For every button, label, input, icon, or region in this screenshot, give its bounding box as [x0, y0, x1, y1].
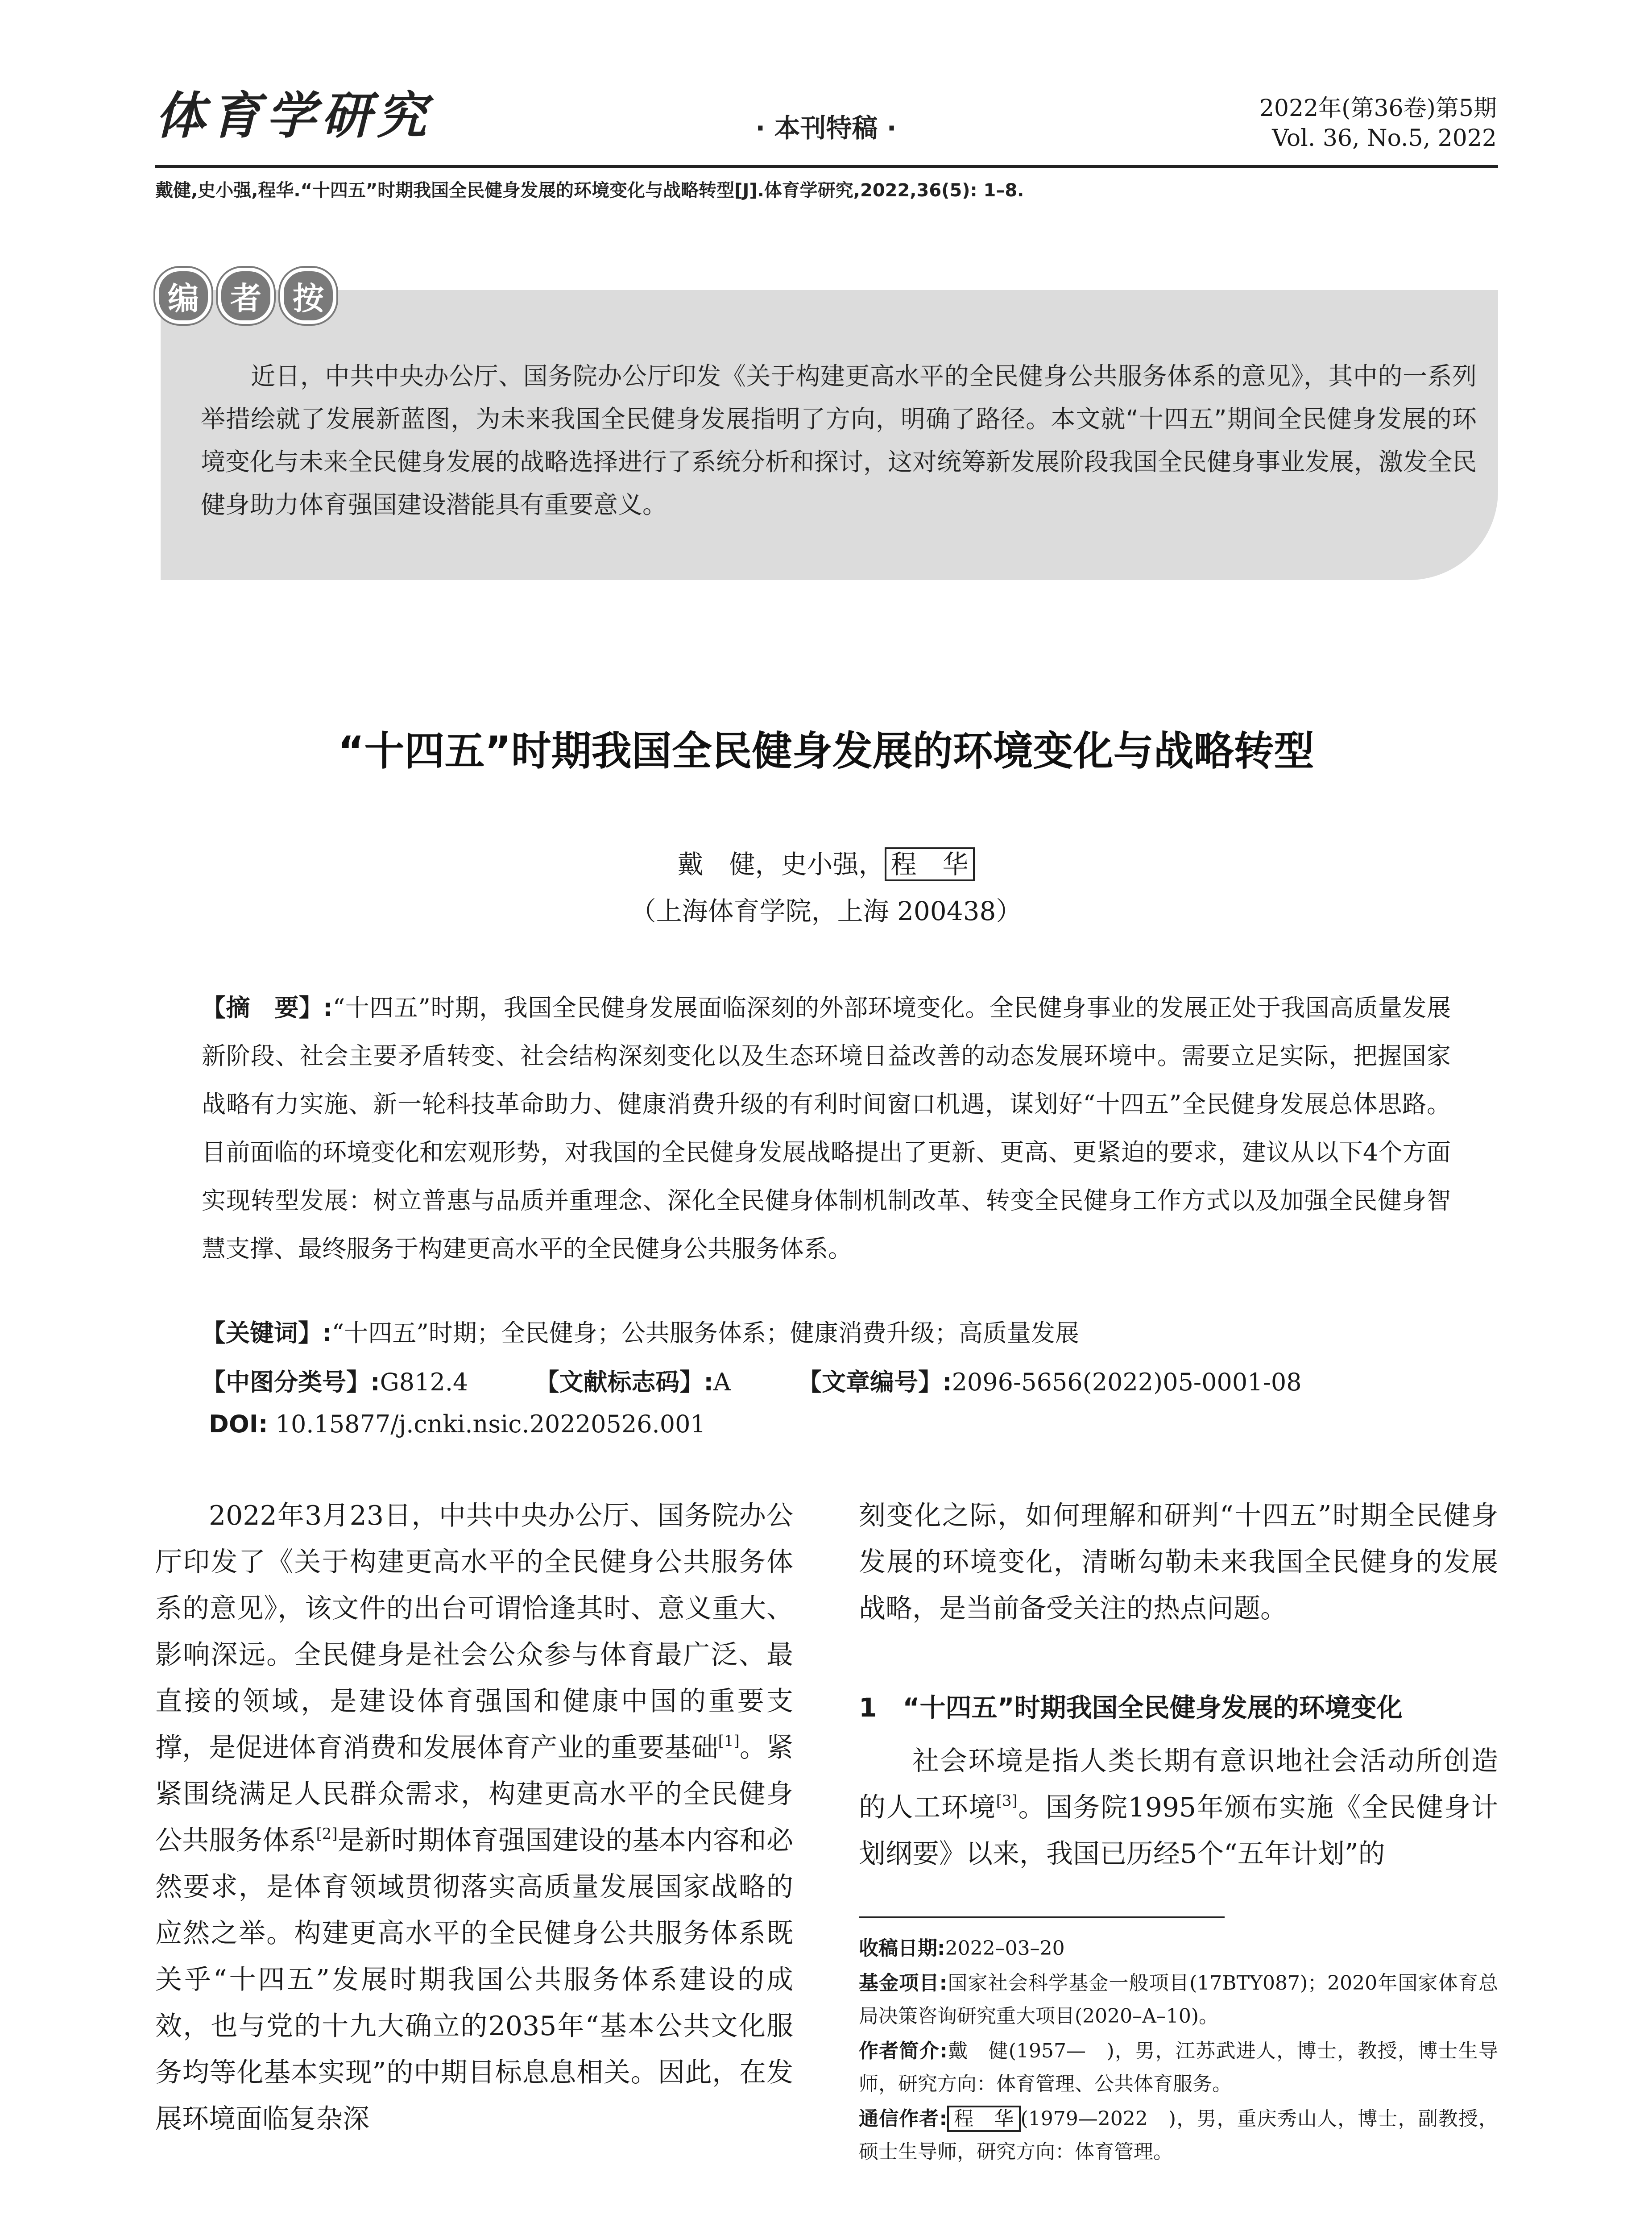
body-text: 。紧紧围绕满足人民群众需求，构建更高水平的全民健身公共服务体系: [155, 1732, 794, 1856]
body-right-column-intro: 刻变化之际，如何理解和研判“十四五”时期全民健身发展的环境变化，清晰勾勒未来我国全民健身的发展战略，是当前备受关注的热点问题。: [859, 1500, 1498, 1624]
doi-value: 10.15877/j.cnki.nsic.20220526.001: [275, 1410, 706, 1438]
keywords-line: [202, 1314, 1079, 1348]
section-heading: 1 “十四五”时期我国全民健身发展的环境变化: [859, 1692, 1403, 1723]
author-line: [0, 843, 1652, 881]
doc-code-label: 【文献标志码】:: [535, 1368, 713, 1396]
article-title: “十四五”时期我国全民健身发展的环境变化与战略转型: [338, 728, 1314, 775]
fund-value: 国家社会科学基金一般项目(17BTY087)；2020年国家体育总局决策咨询研究重大项目(2020–A–10)。: [859, 1972, 1498, 2028]
body-text: 2022年3月23日，中共中央办公厅、国务院办公厅印发了《关于构建更高水平的全民健身公共服务体系的意见》，该文件的出台可谓恰逢其时、意义重大、影响深远。全民健身是社会公众参与体育最广泛、最直接的领域，是建设体育强国和健康中国的重要支撑，是促进体育消费和发展体育产业的重要基础: [155, 1500, 793, 1763]
affiliation: （上海体育学院，上海 200438）: [630, 896, 1022, 926]
issue-chinese: 2022年(第36卷)第5期: [1259, 95, 1497, 122]
reference-mark: [1]: [718, 1732, 740, 1750]
footnotes: [859, 1932, 1498, 2170]
keywords-label: 【关键词】:: [202, 1319, 332, 1347]
body-left-column: [155, 1493, 793, 2142]
clc-value: G812.4: [380, 1368, 468, 1396]
footnote-author: [859, 2035, 1498, 2101]
footnote-fund: [859, 1967, 1498, 2033]
fund-label: 基金项目:: [859, 1972, 948, 1995]
footnote-corresponding: [859, 2102, 1498, 2169]
received-label: 收稿日期:: [859, 1937, 945, 1960]
editor-note-badges: [155, 268, 336, 324]
footnote-rule: [859, 1916, 1225, 1918]
author-bio-label: 作者简介:: [859, 2040, 948, 2062]
reference-mark: [2]: [316, 1825, 338, 1843]
abstract: [202, 984, 1451, 1273]
abstract-label: 【摘 要】:: [202, 994, 333, 1022]
corresponding-label: 通信作者:: [859, 2107, 948, 2130]
document-code: [535, 1363, 731, 1397]
citation-line: 戴健,史小强,程华.“十四五”时期我国全民健身发展的环境变化与战略转型[J].体育学研究,2022,36(5): 1–8.: [155, 180, 1024, 201]
doc-code-value: A: [713, 1368, 731, 1396]
header-rule: [155, 165, 1498, 168]
body-text: 是新时期体育强国建设的基本内容和必然要求，是体育领域贯彻落实高质量发展国家战略的应然之举。构建更高水平的全民健身公共服务体系既关乎“十四五”发展时期我国公共服务体系建设的成效，也与党的十九大确立的2035年“基本公共文化服务均等化基本实现”的中期目标息息相关。因此，在发展环境面临复杂深: [155, 1825, 794, 2135]
article-number: [798, 1363, 1302, 1397]
reference-mark: [3]: [996, 1792, 1018, 1810]
column-tag: · 本刊特稿 ·: [755, 113, 897, 143]
journal-logo: 体育学研究: [155, 87, 432, 145]
article-number-label: 【文章编号】:: [797, 1368, 952, 1396]
doi-label: DOI:: [209, 1410, 268, 1438]
authors-list: 戴 健，史小强，: [677, 849, 885, 879]
footnote-received: [859, 1932, 1498, 1965]
editor-note-text: 近日，中共中央办公厅、国务院办公厅印发《关于构建更高水平的全民健身公共服务体系的意见》，其中的一系列举措绘就了发展新蓝图，为未来我国全民健身发展指明了方向，明确了路径。本文就“十四五”期间全民健身发展的环境变化与未来全民健身发展的战略选择进行了系统分析和探讨，这对统筹新发展阶段我国全民健身事业发展，激发全民健身助力体育强国建设潜能具有重要意义。: [201, 362, 1477, 519]
author-bio-value: 戴 健(1957— )，男，江苏武进人，博士，教授，博士生导师，研究方向：体育管理、公共体育服务。: [859, 2040, 1498, 2095]
body-text: 社会环境是指人类长期有意识地社会活动所创造的人工环境: [859, 1746, 1498, 1823]
abstract-text: “十四五”时期，我国全民健身发展面临深刻的外部环境变化。全民健身事业的发展正处于我国高质量发展新阶段、社会主要矛盾转变、社会结构深刻变化以及生态环境日益改善的动态发展环境中。需要立足实际，把握国家战略有力实施、新一轮科技革命助力、健康消费升级的有利时间窗口机遇，谋划好“十四五”全民健身发展总体思路。目前面临的环境变化和宏观形势，对我国的全民健身发展战略提出了更新、更高、更紧迫的要求，建议从以下4个方面实现转型发展：树立普惠与品质并重理念、深化全民健身体制机制改革、转变全民健身工作方式以及加强全民健身智慧支撑、最终服务于构建更高水平的全民健身公共服务体系。: [202, 994, 1451, 1263]
editor-note-badge: 者: [218, 268, 274, 324]
received-value: 2022–03–20: [945, 1937, 1065, 1960]
editor-note-badge: 按: [280, 268, 336, 324]
article-number-value: 2096-5656(2022)05-0001-08: [952, 1368, 1302, 1396]
corresponding-value: (1979—2022 )，男，重庆秀山人，博士，副教授，硕士生导师，研究方向：体育管理。: [859, 2107, 1498, 2163]
issue-english: Vol. 36, No.5, 2022: [1272, 125, 1497, 152]
classification-line: [202, 1363, 1302, 1397]
corresponding-name: 程 华: [947, 2106, 1020, 2132]
clc-number: [202, 1363, 468, 1397]
doi-line: [209, 1410, 706, 1438]
body-text: 。国务院1995年颁布实施《全民健身计划纲要》以来，我国已历经5个“五年计划”的: [859, 1792, 1498, 1870]
clc-label: 【中图分类号】:: [202, 1368, 380, 1396]
author-boxed-name: 程 华: [885, 847, 975, 881]
keywords-text: “十四五”时期；全民健身；公共服务体系；健康消费升级；高质量发展: [331, 1319, 1079, 1347]
body-right-column-paragraph: [859, 1738, 1498, 1877]
editor-note-badge: 编: [155, 268, 211, 324]
